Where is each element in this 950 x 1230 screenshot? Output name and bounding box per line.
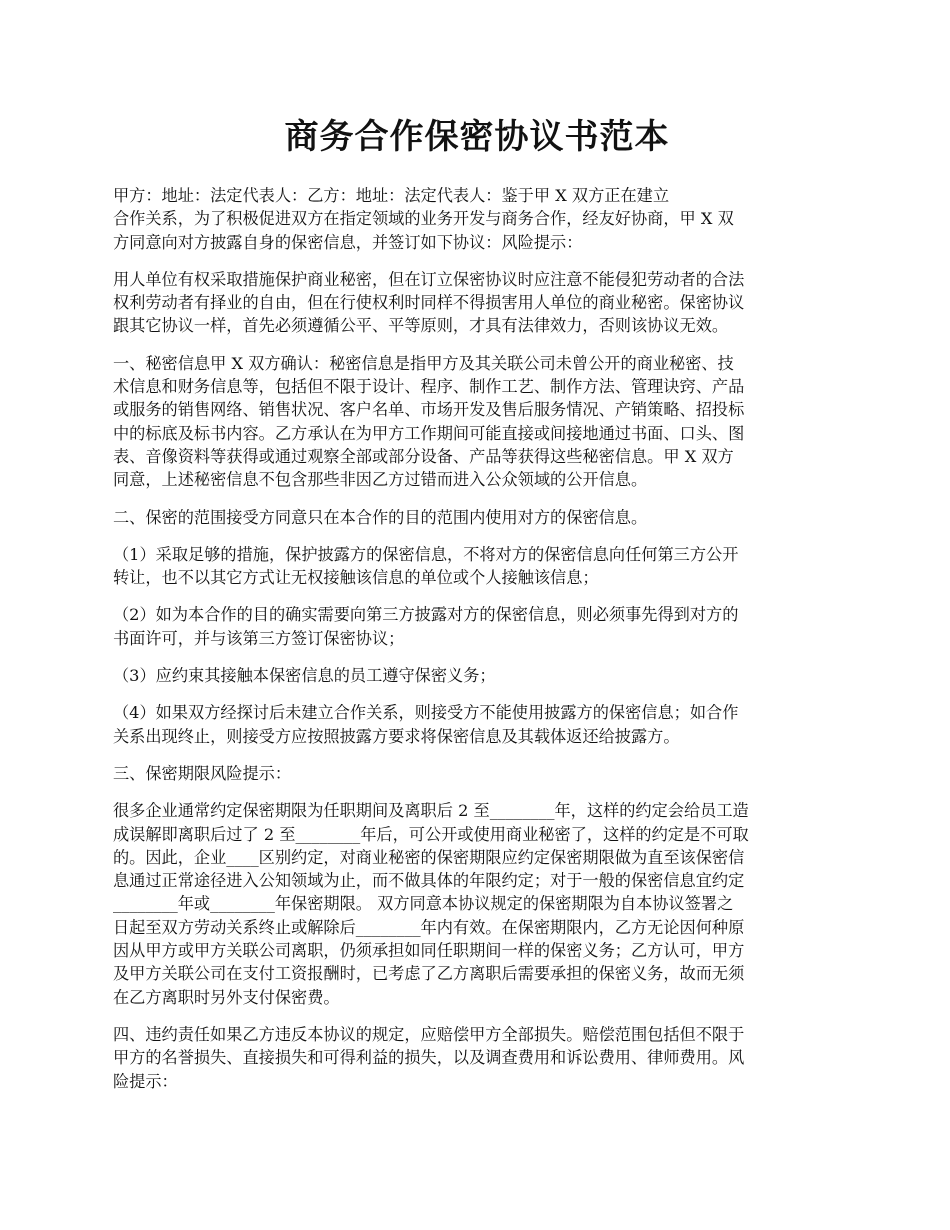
text-line: 术信息和财务信息等，包括但不限于设计、程序、制作工艺、制作方法、管理诀窍、产品 (113, 377, 745, 397)
text-line: 同意，上述秘密信息不包含那些非因乙方过错而进入公众领域的公开信息。 (113, 470, 648, 490)
text-line: 方同意向对方披露自身的保密信息，并签订如下协议：风险提示： (113, 232, 583, 252)
text-line: 甲方的名誉损失、直接损失和可得利益的损失，以及调查费用和诉讼费用、律师费用。风 (113, 1048, 745, 1068)
text-line: （1）采取足够的措施，保护披露方的保密信息，不将对方的保密信息向任何第三方公开 (113, 544, 739, 564)
section-3-term-body (113, 799, 841, 1009)
text-line: 转让，也不以其它方式让无权接触该信息的单位或个人接触该信息； (113, 568, 599, 588)
text-line: 中的标底及标书内容。乙方承认在为甲方工作期间可能直接或间接地通过书面、口头、图 (113, 423, 745, 443)
document-body (113, 184, 841, 1093)
section-2-scope (113, 506, 841, 529)
text-line: 关系出现终止，则接受方应按照披露方要求将保密信息及其载体返还给披露方。 (113, 726, 680, 746)
text-line: 很多企业通常约定保密期限为任职期间及离职后 2 至________年，这样的约定会给员工造 (113, 801, 749, 821)
document-page (113, 0, 841, 1093)
text-line: 二、保密的范围接受方同意只在本合作的目的范围内使用对方的保密信息。 (113, 507, 648, 527)
text-line: 四、违约责任如果乙方违反本协议的规定，应赔偿甲方全部损失。赔偿范围包括但不限于 (113, 1024, 745, 1044)
text-line: 因从甲方或甲方关联公司离职，仍须承担如同任职期间一样的保密义务；乙方认可，甲方 (113, 941, 745, 961)
text-line: （4）如果双方经探讨后未建立合作关系，则接受方不能使用披露方的保密信息；如合作 (113, 703, 739, 723)
text-line: 甲方：地址：法定代表人：乙方：地址：法定代表人：鉴于甲 X 双方正在建立 (113, 186, 670, 205)
scope-item-4 (113, 701, 841, 748)
text-line: （2）如为本合作的目的确实需要向第三方披露对方的保密信息，则必须事先得到对方的 (113, 605, 739, 625)
text-line: 成误解即离职后过了 2 至________年后，可公开或使用商业秘密了，这样的约定是不可取 (113, 824, 749, 844)
text-line: 及甲方关联公司在支付工资报酬时，已考虑了乙方离职后需要承担的保密义务，故而无须 (113, 964, 745, 984)
text-line: 三、保密期限风险提示： (113, 763, 292, 783)
text-line: （3）应约束其接触本保密信息的员工遵守保密义务； (113, 666, 496, 686)
text-line: 或服务的销售网络、销售状况、客户名单、市场开发及售后服务情况、产销策略、招投标 (113, 400, 745, 420)
document-title: 商务合作保密协议书范本 (284, 117, 670, 157)
text-line: 一、秘密信息甲 X 双方确认：秘密信息是指甲方及其关联公司未曾公开的商业秘密、技 (113, 353, 734, 373)
text-line: 险提示： (113, 1071, 178, 1091)
text-line: 息通过正常途径进入公知领域为止，而不做具体的年限约定；对于一般的保密信息宜约定 (113, 871, 745, 891)
text-line: 跟其它协议一样，首先必须遵循公平、平等原则，才具有法律效力，否则该协议无效。 (113, 316, 729, 336)
text-line: 表、音像资料等获得或通过观察全部或部分设备、产品等获得这些秘密信息。甲 X 双方 (113, 446, 734, 466)
text-line: 日起至双方劳动关系终止或解除后________年内有效。在保密期限内，乙方无论因何种原 (113, 917, 745, 937)
text-line: ________年或________年保密期限。 双方同意本协议规定的保密期限为自本协议签署之 (113, 894, 734, 914)
text-line: 权利劳动者有择业的自由，但在行使权利时同样不得损害用人单位的商业秘密。保密协议 (113, 293, 745, 313)
text-line: 书面许可，并与该第三方签订保密协议； (113, 628, 405, 648)
scope-item-3 (113, 664, 841, 687)
section-1-confidential-info (113, 352, 841, 492)
text-line: 在乙方离职时另外支付保密费。 (113, 987, 340, 1007)
section-3-term-heading (113, 762, 841, 785)
text-line: 用人单位有权采取措施保护商业秘密，但在订立保密协议时应注意不能侵犯劳动者的合法 (113, 269, 745, 289)
section-4-liability (113, 1023, 841, 1093)
intro-paragraph (113, 184, 841, 254)
text-line: 的。因此，企业____区别约定，对商业秘密的保密期限应约定保密期限做为直至该保密信 (113, 847, 745, 867)
scope-item-1 (113, 543, 841, 590)
text-line: 合作关系，为了积极促进双方在指定领域的业务开发与商务合作，经友好协商，甲 X 双 (113, 209, 734, 229)
risk-notice-paragraph (113, 268, 841, 338)
scope-item-2 (113, 603, 841, 650)
